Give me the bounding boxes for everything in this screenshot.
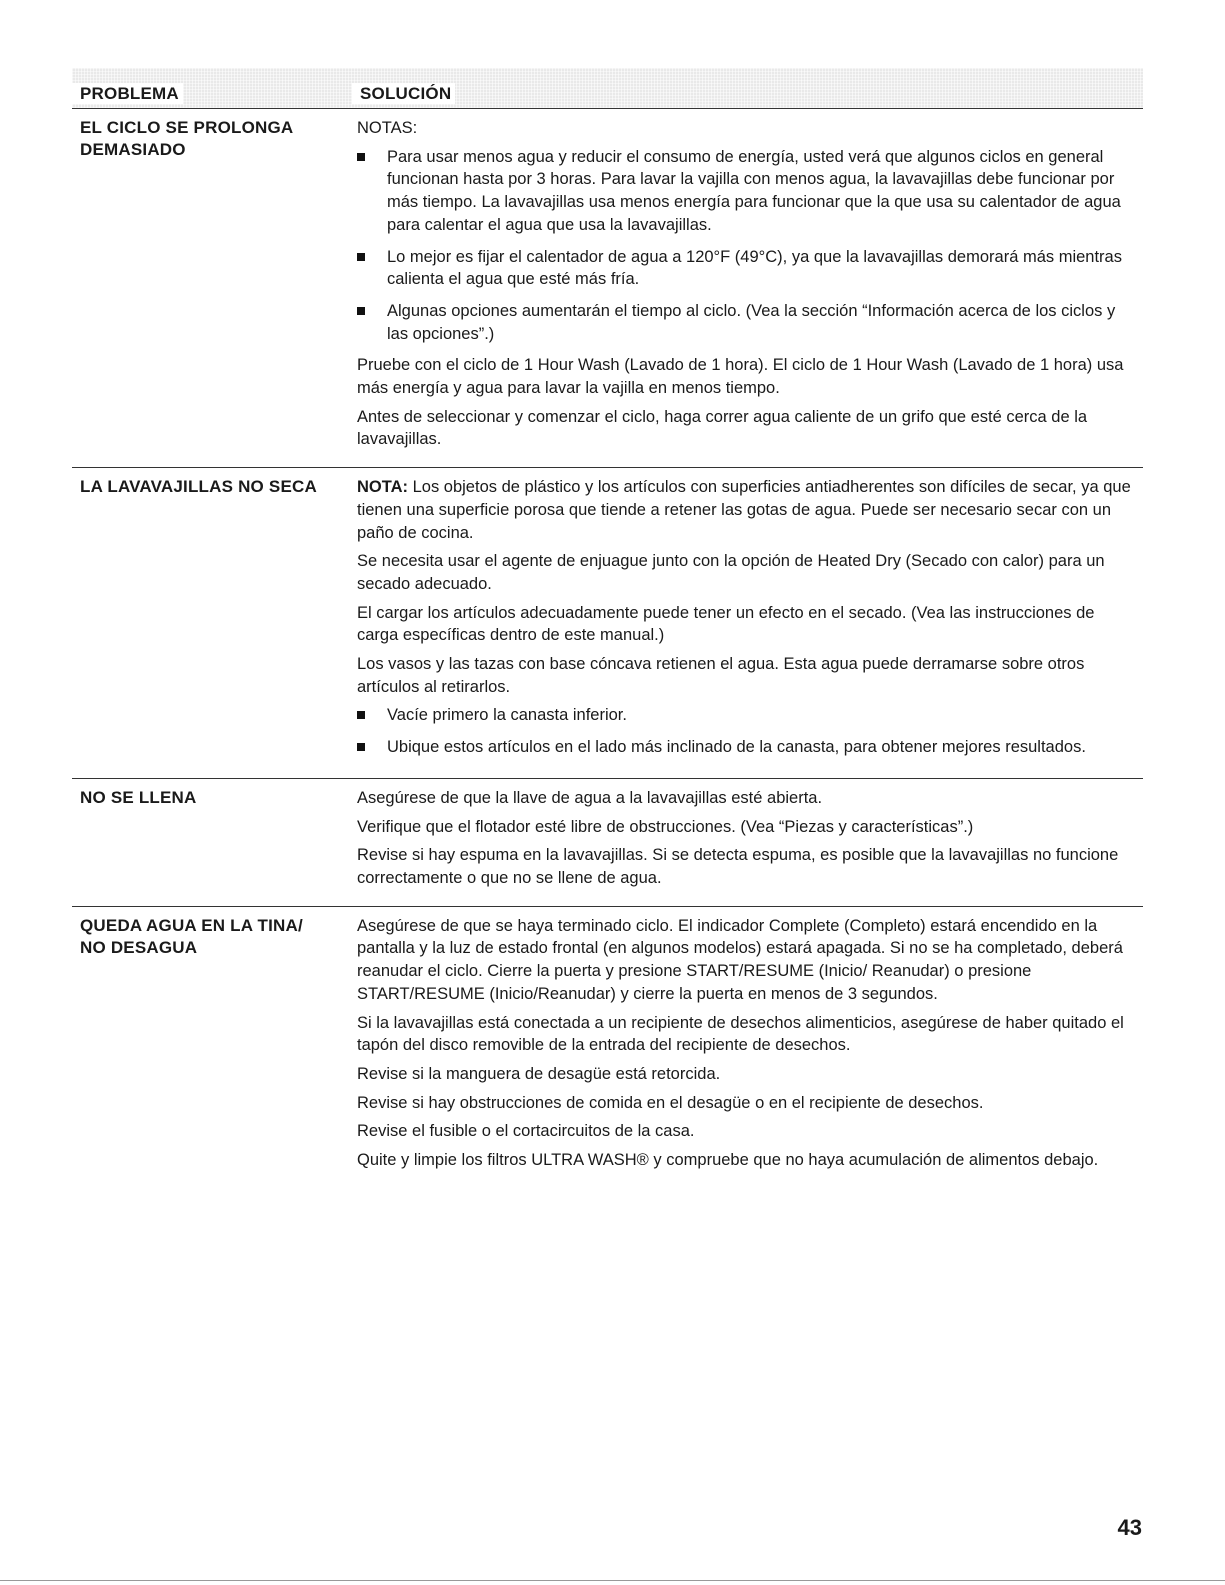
bullet-square-icon: [357, 153, 365, 161]
bullet-square-icon: [357, 307, 365, 315]
table-row: [72, 779, 1143, 907]
solution-paragraph: El cargar los artículos adecuadamente puede tener un efecto en el secado. (Vea las instrucciones de carga específicas dentro de este manual.): [357, 603, 1095, 645]
problem-title: NO SE LLENA: [80, 787, 197, 807]
problem-title: EL CICLO SE PROLONGA: [80, 118, 294, 137]
table-row: [72, 907, 1143, 1188]
solution-paragraph: Se necesita usar el agente de enjuague junto con la opción de Heated Dry (Secado con calor) para un secado adecuado.: [357, 552, 1105, 593]
problem-title: NO DESAGUA: [80, 937, 198, 957]
list-item: [357, 246, 1133, 291]
list-item: [357, 704, 1133, 727]
page-number: 43: [1117, 1515, 1142, 1540]
page-bottom-divider: [0, 1580, 1225, 1581]
list-item: [357, 736, 1133, 759]
solution-cell: [357, 915, 1143, 1178]
notes-label: NOTAS:: [357, 119, 418, 137]
bullet-list: [357, 146, 1133, 346]
solution-paragraph: Revise si hay espuma en la lavavajillas. Si se detecta espuma, es posible que la lavavajillas no funcione correctamente o que no se llene de agua.: [357, 846, 1119, 887]
solution-paragraph: Revise el fusible o el cortacircuitos de la casa.: [357, 1122, 695, 1141]
solution-paragraph: Quite y limpie los filtros ULTRA WASH® y compruebe que no haya acumulación de alimentos debajo.: [357, 1151, 1099, 1170]
solution-paragraph: Verifique que el flotador esté libre de obstrucciones. (Vea “Piezas y características”.): [357, 817, 974, 836]
solution-paragraph: Los vasos y las tazas con base cóncava retienen el agua. Esta agua puede derramarse sobre otros artículos al retirarlos.: [357, 655, 1085, 696]
table-header: [72, 68, 1143, 109]
bullet-square-icon: [357, 743, 365, 751]
solution-paragraph: Antes de seleccionar y comenzar el ciclo, haga correr agua caliente de un grifo que esté cerca de la lavavajillas.: [357, 407, 1088, 449]
problem-cell: [72, 117, 357, 457]
problem-cell: [72, 787, 357, 896]
table-row: [72, 109, 1143, 468]
bullet-list: [357, 704, 1133, 758]
solution-paragraph: Asegúrese de que se haya terminado ciclo. El indicador Complete (Completo) estará encendido en la pantalla y la luz de estado frontal (en algunos modelos) estará apagada. Si no se ha completado, deberá reanudar el ciclo. Cierre la puerta y presione START/RESUME (Inicio/ Reanudar) o presione START/RESUME (Inicio/Reanudar) y cierre la puerta en menos de 3 segundos.: [357, 916, 1123, 1003]
bullet-square-icon: [357, 711, 365, 719]
list-item: [357, 300, 1133, 345]
solution-cell: [357, 476, 1143, 768]
solution-paragraph: Si la lavavajillas está conectada a un recipiente de desechos alimenticios, asegúrese de haber quitado el tapón del disco removible de la entrada del recipiente de desechos.: [357, 1013, 1124, 1055]
bullet-text: Ubique estos artículos en el lado más inclinado de la canasta, para obtener mejores resultados.: [387, 738, 1086, 757]
problem-title: LA LAVAVAJILLAS NO SECA: [80, 477, 317, 497]
note-label: NOTA:: [357, 478, 409, 497]
problem-title: DEMASIADO: [80, 140, 186, 159]
solution-paragraph: Asegúrese de que la llave de agua a la lavavajillas esté abierta.: [357, 788, 823, 807]
bullet-text: Vacíe primero la canasta inferior.: [387, 706, 627, 725]
note-text: Los objetos de plástico y los artículos con superficies antiadherentes son difíciles de secar, ya que tienen una superficie porosa que tiende a retener las gotas de agua. Puede ser necesario secar con un paño de cocina.: [357, 478, 1131, 542]
problem-title: QUEDA AGUA EN LA TINA/: [80, 915, 303, 935]
solution-cell: [357, 787, 1143, 896]
bullet-text: Para usar menos agua y reducir el consumo de energía, usted verá que algunos ciclos en general funcionan hasta por 3 horas. Para lavar la vajilla con menos agua, la lavavajillas debe funcionar por más tiempo. La lavavajillas usa menos energía para funcionar que la que usa su calentador de agua para calentar el agua que usa la lavavajillas.: [387, 147, 1121, 234]
solution-paragraph: Revise si hay obstrucciones de comida en el desagüe o en el recipiente de desechos.: [357, 1093, 984, 1112]
troubleshooting-table: [72, 68, 1143, 1188]
solution-paragraph: Pruebe con el ciclo de 1 Hour Wash (Lavado de 1 hora). El ciclo de 1 Hour Wash (Lavado de 1 hora) usa más energía y agua para lavar la vajilla en menos tiempo.: [357, 356, 1124, 398]
solution-cell: [357, 117, 1143, 457]
header-solution: SOLUCIÓN: [352, 83, 455, 104]
solution-paragraph: Revise si la manguera de desagüe está retorcida.: [357, 1064, 721, 1083]
list-item: [357, 146, 1133, 237]
bullet-square-icon: [357, 253, 365, 261]
bullet-text: Algunas opciones aumentarán el tiempo al ciclo. (Vea la sección “Información acerca de los ciclos y las opciones”.): [387, 301, 1116, 343]
problem-cell: [72, 476, 357, 768]
problem-cell: [72, 915, 357, 1178]
bullet-text: Lo mejor es fijar el calentador de agua a 120°F (49°C), ya que la lavavajillas demorará más mientras calienta el agua que esté más fría.: [387, 247, 1122, 289]
header-problem: PROBLEMA: [72, 83, 183, 104]
table-row: [72, 468, 1143, 779]
note-paragraph: [357, 476, 1133, 544]
